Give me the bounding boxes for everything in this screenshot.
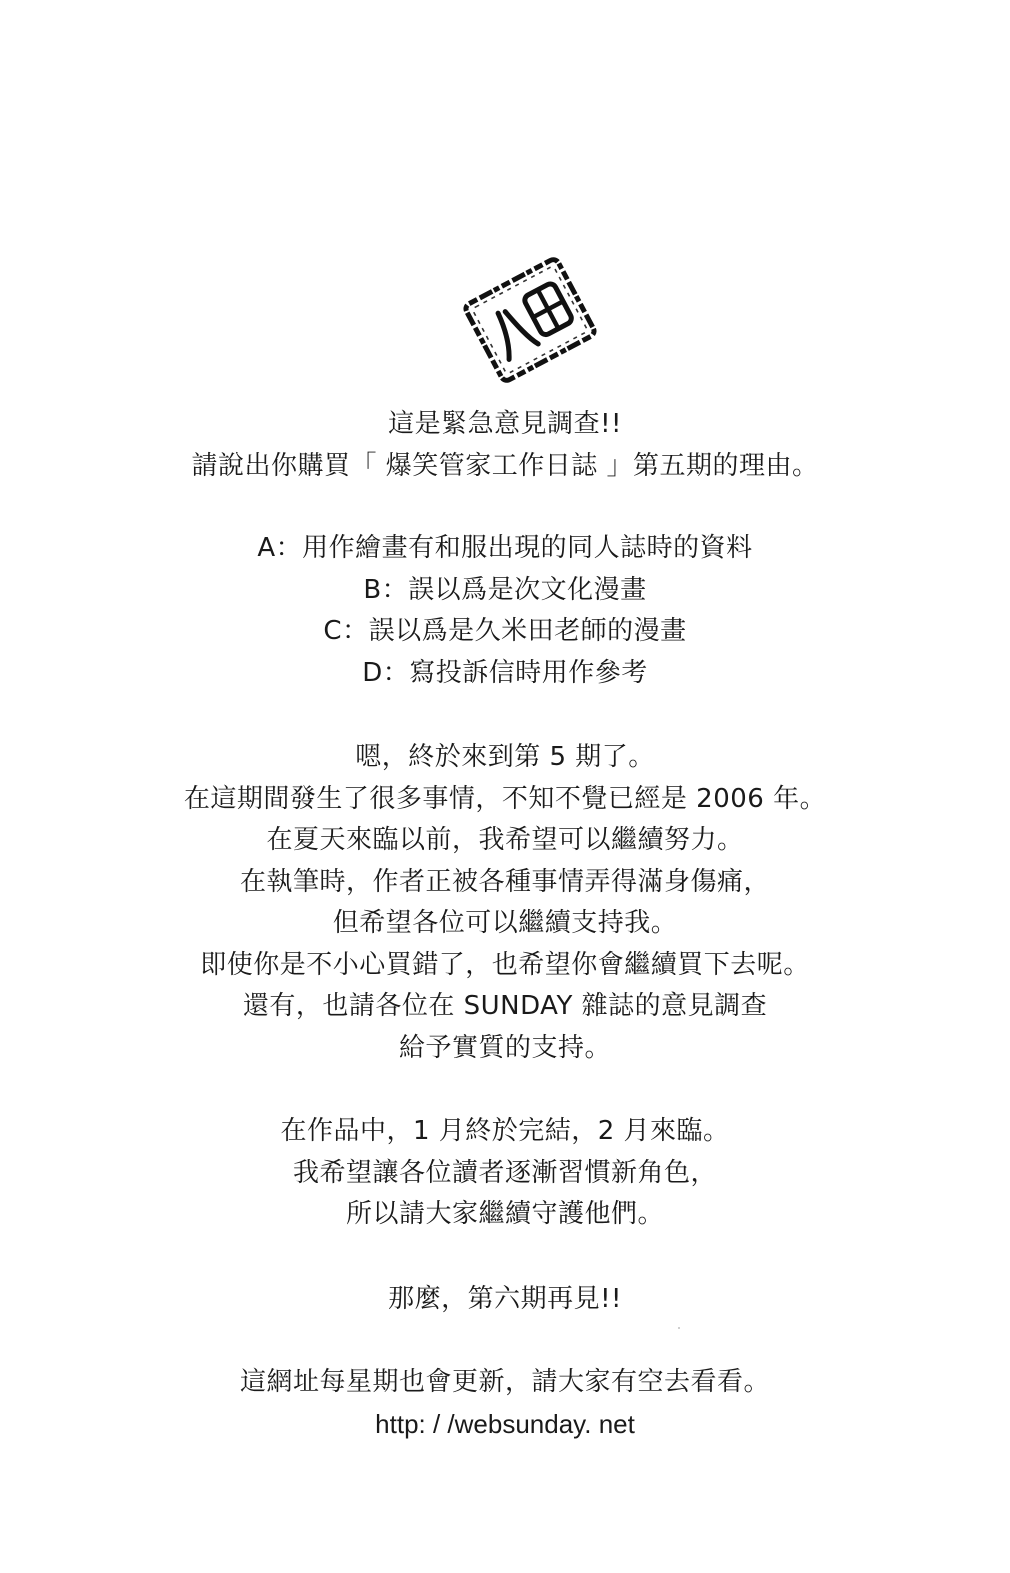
farewell-text: 那麼，第六期再見!!: [388, 1284, 622, 1314]
survey-option-c: C：誤以爲是久米田老師的漫畫: [323, 616, 687, 646]
author-seal-icon: [460, 255, 600, 385]
message-line: 在這期間發生了很多事情，不知不覺已經是 2006 年。: [183, 783, 827, 814]
survey-option-b: B：誤以爲是次文化漫畫: [363, 574, 647, 605]
message-line: 但希望各位可以繼續支持我。: [332, 908, 678, 938]
message-line: 在執筆時，作者正被各種事情弄得滿身傷痛，: [239, 866, 770, 897]
website-info: [0, 1362, 1010, 1445]
message-line: 給予實質的支持。: [398, 1032, 611, 1063]
website-note: 這網址每星期也會更新，請大家有空去看看。: [239, 1367, 770, 1397]
author-message: [0, 737, 1010, 1069]
message-line: 即使你是不小心買錯了，也希望你會繼續買下去呢。: [200, 949, 810, 980]
message-line: 在夏天來臨以前，我希望可以繼續努力。: [266, 825, 744, 855]
message-line: 嗯，終於來到第 5 期了。: [355, 742, 655, 772]
farewell: [0, 1279, 1010, 1321]
story-line: 我希望讓各位讀者逐漸習慣新角色，: [292, 1157, 717, 1188]
story-line: 在作品中，1 月終於完結，2 月來臨。: [280, 1116, 730, 1146]
survey-heading: [0, 404, 1010, 487]
website-url-link[interactable]: http: / /websunday. net: [375, 1408, 635, 1439]
survey-option-a: A：用作繪畫有和服出現的同人誌時的資料: [257, 533, 753, 563]
survey-question: 請說出你購買「 爆笑管家工作日誌 」第五期的理由。: [191, 450, 819, 481]
story-line: 所以請大家繼續守護他們。: [345, 1199, 664, 1229]
survey-title: 這是緊急意見調查!!: [388, 409, 622, 439]
print-speck: [678, 1327, 680, 1329]
story-notes: [0, 1111, 1010, 1236]
message-line: 還有，也請各位在 SUNDAY 雜誌的意見調查: [242, 991, 768, 1021]
survey-option-d: D：寫投訴信時用作參考: [362, 657, 648, 688]
survey-options: [0, 528, 1010, 694]
